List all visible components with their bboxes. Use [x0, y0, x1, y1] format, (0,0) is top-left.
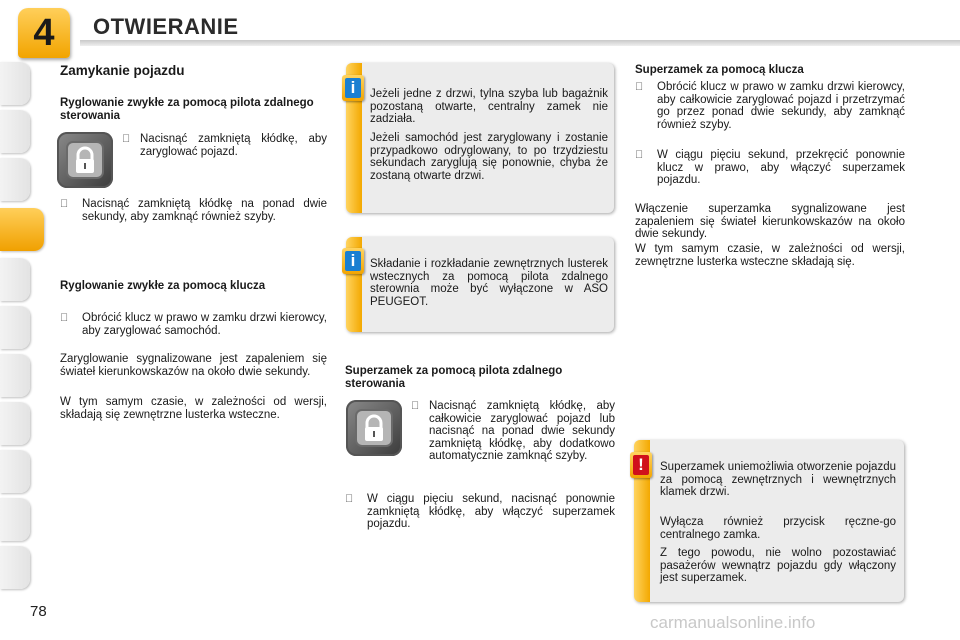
warning-icon: ! — [630, 452, 652, 478]
info-box-mirrors — [346, 237, 614, 332]
side-tab-6[interactable] — [0, 306, 30, 349]
lock-button-icon — [346, 400, 402, 456]
lock-button-icon — [57, 132, 113, 188]
side-tab-2[interactable] — [0, 110, 30, 153]
page-title: OTWIERANIE — [93, 14, 239, 39]
list-item: W ciągu pięciu sekund, nacisnąć ponownie zamkniętą kłódkę, aby włączyć superzamek pojazdu. — [345, 493, 615, 531]
bullet-icon — [411, 400, 419, 413]
subsection-remote-lock-title: Ryglowanie zwykłe za pomocą pilota zdalnego sterowania — [60, 97, 314, 122]
footer-watermark: carmanualsonline.info — [650, 613, 816, 632]
side-tab-11[interactable] — [0, 546, 30, 589]
warning-box-superlock — [634, 440, 904, 602]
list-item: Nacisnąć zamkniętą kłódkę, aby zaryglować pojazd. — [122, 133, 327, 158]
warning-box-text: Wyłącza również przycisk ręczne-go centralnego zamka. — [660, 516, 896, 541]
side-tab-4-active[interactable] — [0, 208, 44, 251]
list-item: Nacisnąć zamkniętą kłódkę na ponad dwie sekundy, aby zamknąć również szyby. — [60, 198, 327, 223]
side-tab-1[interactable] — [0, 62, 30, 105]
bullet-icon — [60, 312, 68, 325]
info-icon: i — [342, 248, 364, 274]
header-rule — [80, 40, 960, 46]
info-box-text: Jeżeli samochód jest zaryglowany i zostanie przypadkowo odryglowany, to po trzydziestu sekundach zaryglują się ponownie, chyba że zostaną otwarte drzwi. — [370, 132, 608, 182]
warning-box-text: Z tego powodu, nie wolno pozostawiać pasażerów wewnątrz pojazdu gdy włączony jest superzamek. — [660, 547, 896, 584]
side-tab-5[interactable] — [0, 258, 30, 301]
paragraph: W tym samym czasie, w zależności od wersji, zewnętrzne lusterka wsteczne składają się. — [635, 243, 905, 268]
bullet-icon — [345, 493, 353, 506]
list-item: W ciągu pięciu sekund, przekręcić ponownie klucz w prawo, aby włączyć superzamek pojazdu. — [635, 149, 905, 187]
side-tab-9[interactable] — [0, 450, 30, 493]
paragraph: Zaryglowanie sygnalizowane jest zapaleniem się świateł kierunkowskazów na około dwie sekundy. — [60, 353, 327, 378]
bullet-icon — [122, 133, 130, 146]
side-tab-7[interactable] — [0, 354, 30, 397]
warning-box-text: Superzamek uniemożliwia otworzenie pojazdu za pomocą zewnętrznych i wewnętrznych klamek drzwi. — [660, 461, 896, 498]
page-number: 78 — [30, 603, 47, 620]
subsection-key-lock-title: Ryglowanie zwykłe za pomocą klucza — [60, 280, 266, 292]
bullet-icon — [635, 149, 643, 162]
info-box-central-lock — [346, 63, 614, 213]
subsection-key-superlock-title: Superzamek za pomocą klucza — [635, 64, 804, 76]
section-title: Zamykanie pojazdu — [60, 63, 185, 78]
paragraph: Włączenie superzamka sygnalizowane jest zapaleniem się świateł kierunkowskazów na około dwie sekundy. — [635, 203, 905, 240]
chapter-number: 4 — [33, 12, 55, 54]
list-item: Nacisnąć zamkniętą kłódkę, aby całkowicie zaryglować pojazd lub nacisnąć na ponad dwie sekundy zamkniętą kłódkę, aby dodatkowo automatycznie zamknąć szyby. — [411, 400, 615, 463]
list-item: Obrócić klucz w prawo w zamku drzwi kierowcy, aby całkowicie zaryglować pojazd i przetrzymać go przez ponad dwie sekundy, aby zamknąć również szyby. — [635, 81, 905, 131]
info-icon: i — [342, 75, 364, 101]
list-item: Obrócić klucz w prawo w zamku drzwi kierowcy, aby zaryglować samochód. — [60, 312, 327, 337]
info-box-text: Składanie i rozkładanie zewnętrznych lusterek wstecznych za pomocą pilota zdalnego sterownia może być wyłączone w ASO PEUGEOT. — [370, 258, 608, 308]
side-tab-10[interactable] — [0, 498, 30, 541]
info-box-text: Jeżeli jedne z drzwi, tylna szyba lub bagażnik pozostaną otwarte, centralny zamek nie zadziała. — [370, 88, 608, 125]
side-tab-3[interactable] — [0, 158, 30, 201]
bullet-icon — [635, 81, 643, 94]
paragraph: W tym samym czasie, w zależności od wersji, składają się zewnętrzne lusterka wsteczne. — [60, 396, 327, 421]
subsection-remote-superlock-title: Superzamek za pomocą pilota zdalnego sterowania — [345, 365, 563, 390]
bullet-icon — [60, 198, 68, 211]
side-tab-8[interactable] — [0, 402, 30, 445]
